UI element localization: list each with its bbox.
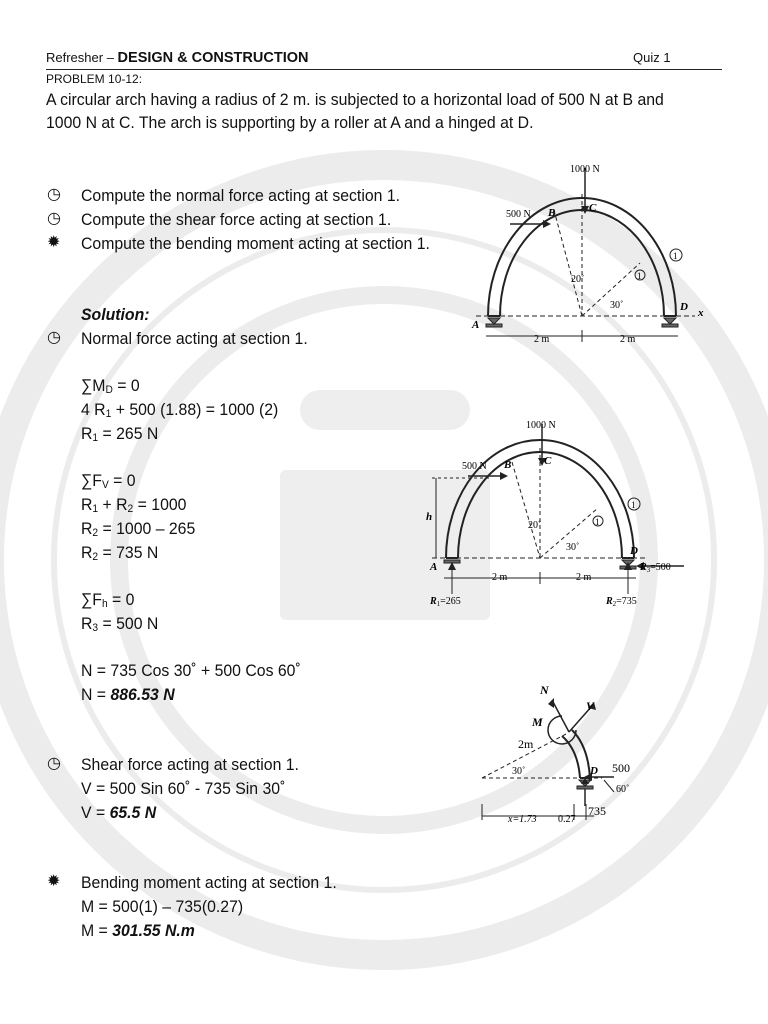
fig1-dim-left: 2 m: [534, 334, 550, 345]
course-name: DESIGN & CONSTRUCTION: [117, 50, 309, 66]
r2-result: $R_2 = 735$ N: [81, 543, 159, 563]
arch-figure-1: [470, 158, 720, 348]
header-prefix: Refresher –: [46, 50, 118, 65]
r1-result: $R_1 = 265$ N: [81, 424, 159, 444]
fig3-length: 2m: [518, 737, 534, 751]
fig1-point-d: D: [680, 301, 688, 313]
sum-fv: $\sum F_V = 0$: [81, 471, 136, 491]
fig2-h-label: h: [426, 511, 433, 523]
sum-fh: $\sum F_h = 0$: [81, 590, 135, 610]
solution-title: Solution:: [81, 305, 150, 324]
normal-heading: Normal force acting at section 1.: [81, 329, 308, 348]
clock-icon: ◷: [47, 186, 61, 203]
fig3-reaction-force: 735: [588, 804, 606, 818]
fig1-axis-x: x: [698, 307, 704, 319]
fig2-r3-label: $R_3=500$: [640, 562, 671, 574]
fig3-point-d: D: [590, 765, 598, 777]
sum-moment-d: $\sum M_D = 0$: [81, 376, 140, 396]
starburst-icon: ✹: [47, 873, 61, 890]
fig3-angle-60: 60˚: [616, 784, 630, 795]
fig1-angle-20: 20˚: [571, 274, 585, 285]
moment-equation: 4 $R_1 + 500$ (1.88) = 1000 (2): [81, 400, 279, 420]
fig2-section-1: 1: [595, 517, 600, 527]
fig1-dim-right: 2 m: [620, 334, 636, 345]
task-normal: Compute the normal force acting at section 1.: [81, 186, 401, 205]
fig2-dim-right: 2 m: [576, 572, 592, 583]
problem-statement-line-1: A circular arch having a radius of 2 m. is subjected to a horizontal load of 500 N at B and: [46, 90, 664, 109]
arch-figure-2: [422, 418, 692, 613]
fig2-r1-label: $R_1=265$: [430, 596, 461, 608]
clock-icon: ◷: [47, 755, 61, 772]
fig2-point-c: C: [544, 455, 552, 467]
fig3-m-label: M: [532, 715, 543, 729]
header-rule: [46, 69, 722, 70]
fig3-angle-30: 30˚: [512, 766, 526, 777]
header-title: [46, 50, 308, 66]
fig1-section-1-outer: 1: [673, 251, 678, 261]
fig2-point-b: B: [504, 459, 512, 471]
fig3-horizontal-force: 500: [612, 761, 630, 775]
starburst-icon: ✹: [47, 234, 61, 251]
r3-result: $R_3 = 500$ N: [81, 614, 159, 634]
normal-result: N = 886.53 N: [81, 685, 175, 704]
fig1-point-c: C: [589, 202, 597, 214]
fig2-point-d: D: [630, 545, 638, 557]
fig1-point-a: A: [472, 319, 480, 331]
fig1-point-b: B: [548, 207, 556, 219]
free-body-figure-3: [474, 678, 644, 828]
fig2-section-1-outer: 1: [631, 500, 636, 510]
moment-equation-2: M = 500(1) – 735(0.27): [81, 897, 244, 916]
shear-heading: Shear force acting at section 1.: [81, 755, 299, 774]
fig1-angle-30: 30˚: [610, 300, 624, 311]
moment-heading: Bending moment acting at section 1.: [81, 873, 337, 892]
r1-r2-sum: $R_1 + R_2 = 1000$: [81, 495, 187, 515]
fig1-load-b: 500 N: [506, 209, 531, 220]
task-moment: Compute the bending moment acting at section 1.: [81, 234, 430, 253]
problem-statement-line-2: 1000 N at C. The arch is supporting by a roller at A and a hinged at D.: [46, 113, 534, 132]
fig2-r2-label: $R_2=735$: [606, 596, 637, 608]
fig2-dim-left: 2 m: [492, 572, 508, 583]
fig3-n-label: N: [540, 683, 549, 697]
shear-result: V = 65.5 N: [81, 803, 157, 822]
clock-icon: ◷: [47, 329, 61, 346]
fig2-angle-20: 20˚: [528, 520, 542, 531]
moment-result: M = 301.55 N.m: [81, 921, 195, 940]
clock-icon: ◷: [47, 210, 61, 227]
fig3-v-label: V: [586, 699, 595, 713]
r2-subtraction: $R_2 = 1000 - 265$: [81, 519, 196, 539]
fig3-offset: 0.27: [558, 814, 576, 825]
quiz-label: Quiz 1: [633, 50, 671, 65]
problem-statement: [46, 88, 725, 134]
normal-equation: N = 735 Cos 30˚ + 500 Cos 60˚: [81, 661, 301, 680]
fig2-load-c: 1000 N: [526, 420, 556, 431]
task-shear: Compute the shear force acting at section 1.: [81, 210, 392, 229]
problem-number: PROBLEM 10-12:: [46, 72, 143, 86]
fig1-load-c: 1000 N: [570, 164, 600, 175]
fig3-x-label: x=1.73: [508, 814, 537, 825]
fig2-angle-30: 30˚: [566, 542, 580, 553]
fig2-load-b: 500 N: [462, 461, 487, 472]
fig1-section-1: 1: [637, 271, 642, 281]
shear-equation: V = 500 Sin 60˚ - 735 Sin 30˚: [81, 779, 286, 798]
fig2-point-a: A: [430, 561, 438, 573]
